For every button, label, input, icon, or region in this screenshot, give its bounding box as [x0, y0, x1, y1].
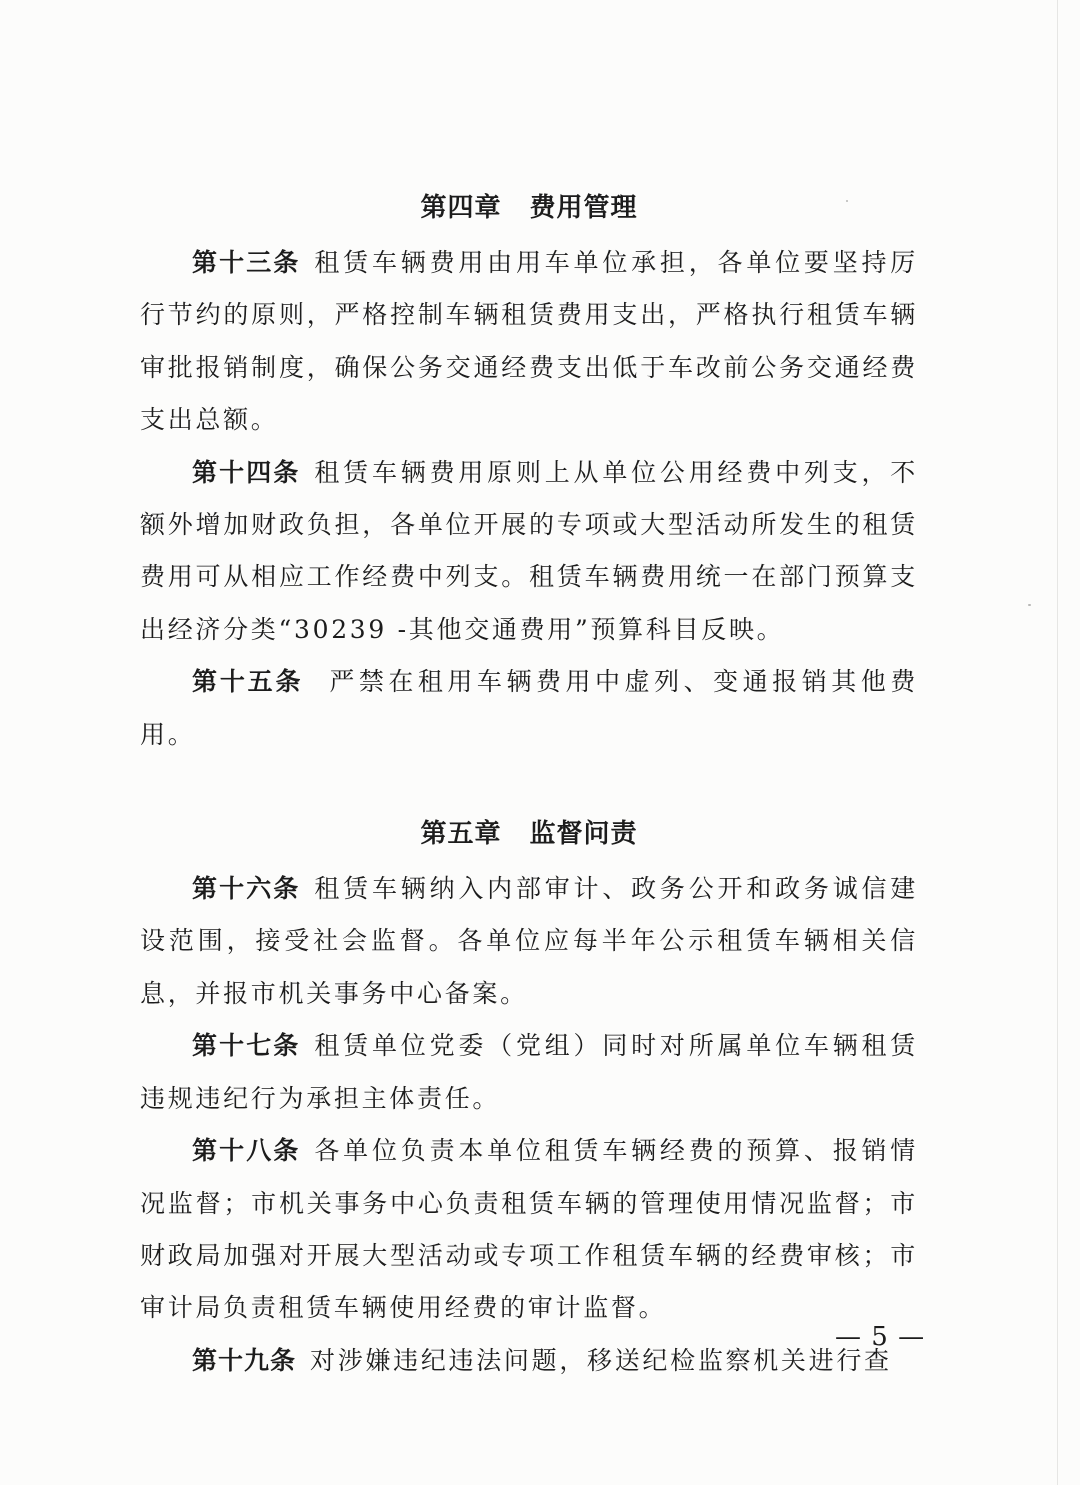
article-label: 第十三条: [192, 248, 301, 277]
article-text: 对涉嫌违纪违法问题，移送纪检监察机关进行查: [310, 1345, 892, 1375]
article-text: 各单位负责本单位租赁车辆经费的预算、报销情况监督；市机关事务中心负责租赁车辆的管理使用情况监督；市财政局加强对开展大型活动或专项工作租赁车辆的经费审核；市审计局负责租赁车辆使用经费的审计监督。: [140, 1136, 918, 1323]
chapter-title: 费用管理: [529, 193, 638, 223]
chapter-number: 第五章: [420, 819, 502, 850]
article-label: 第十七条: [192, 1031, 301, 1061]
chapter-title: 监督问责: [529, 819, 638, 850]
article-16: [140, 863, 918, 1020]
chapter-four-heading: [140, 185, 918, 231]
article-text: 租赁车辆纳入内部审计、政务公开和政务诚信建设范围，接受社会监督。各单位应每半年公示租赁车辆相关信息，并报市机关事务中心备案。: [140, 874, 918, 1008]
chapter-number: 第四章: [420, 193, 502, 223]
article-text: 租赁单位党委（党组）同时对所属单位车辆租赁违规违纪行为承担主体责任。: [140, 1031, 918, 1113]
page-number: — 5 —: [835, 1322, 926, 1352]
article-14: [140, 447, 918, 657]
article-15: [140, 656, 918, 761]
document-body: [140, 185, 918, 1387]
article-label: 第十六条: [192, 874, 301, 904]
article-19: [140, 1335, 918, 1387]
scan-edge-line: [1057, 0, 1058, 1485]
article-text: 严禁在租用车辆费用中虚列、变通报销其他费用。: [140, 667, 918, 749]
article-label: 第十九条: [192, 1345, 297, 1375]
article-13: [140, 237, 918, 447]
scan-speck: [1028, 604, 1031, 606]
article-text: 租赁车辆费用原则上从单位公用经费中列支，不额外增加财政负担，各单位开展的专项或大型活动所发生的租赁费用可从相应工作经费中列支。租赁车辆费用统一在部门预算支出经济分类“30239 -其他交通费用”预算科目反映。: [140, 457, 918, 644]
article-18: [140, 1125, 918, 1335]
article-label: 第十四条: [192, 457, 301, 487]
article-label: 第十五条: [192, 667, 304, 697]
article-label: 第十八条: [192, 1136, 301, 1166]
chapter-five-heading: [140, 811, 918, 857]
article-text: 租赁车辆费用由用车单位承担，各单位要坚持厉行节约的原则，严格控制车辆租赁费用支出，严格执行租赁车辆审批报销制度，确保公务交通经费支出低于车改前公务交通经费支出总额。: [140, 248, 918, 435]
article-17: [140, 1020, 918, 1125]
